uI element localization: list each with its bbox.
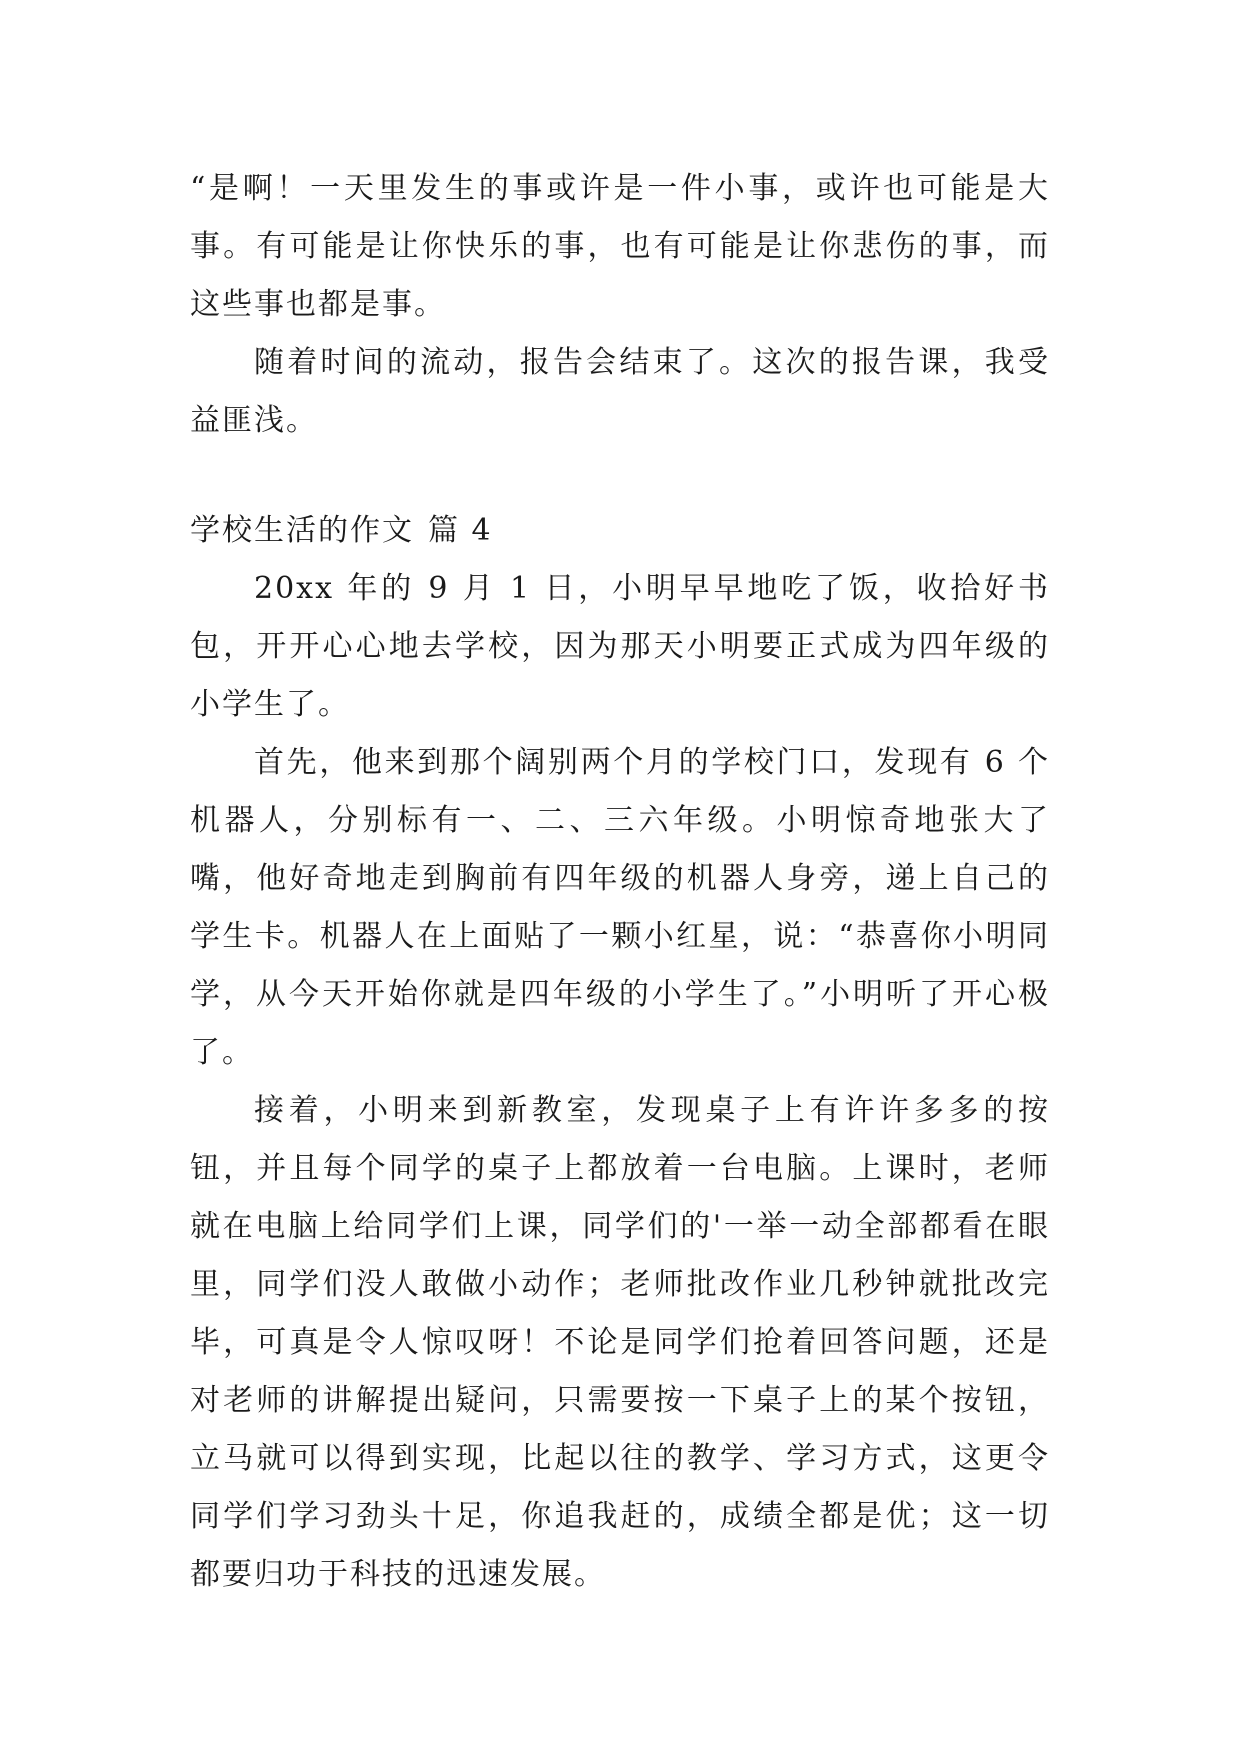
paragraph-classroom: 接着，小明来到新教室，发现桌子上有许许多多的按钮，并且每个同学的桌子上都放着一台电脑。上课时，老师就在电脑上给同学们上课，同学们的'一举一动全部都看在眼里，同学们没人敢做小动作；老师批改作业几秒钟就批改完毕，可真是令人惊叹呀！不论是同学们抢着回答问题，还是对老师的讲解提出疑问，只需要按一下桌子上的某个按钮，立马就可以得到实现，比起以往的教学、学习方式，这更令同学们学习劲头十足，你追我赶的，成绩全都是优；这一切都要归功于科技的迅速发展。 — [190, 1093, 1050, 1592]
paragraph-quote: “是啊！一天里发生的事或许是一件小事，或许也可能是大事。有可能是让你快乐的事，也有可能是让你悲伤的事，而这些事也都是事。 — [190, 171, 1050, 322]
section-heading — [190, 502, 1050, 560]
document-body — [190, 160, 1050, 1604]
paragraph-robots: 首先，他来到那个阔别两个月的学校门口，发现有 6 个机器人，分别标有一、二、三六年级。小明惊奇地张大了嘴，他好奇地走到胸前有四年级的机器人身旁，递上自己的学生卡。机器人在上面贴了一颗小红星，说：“恭喜你小明同学，从今天开始你就是四年级的小学生了。”小明听了开心极了。 — [190, 745, 1050, 1070]
section-heading-label: 篇 4 — [428, 513, 493, 548]
paragraph-report-end: 随着时间的流动，报告会结束了。这次的报告课，我受益匪浅。 — [190, 345, 1050, 438]
paragraph-first-day: 20xx 年的 9 月 1 日，小明早早地吃了饭，收拾好书包，开开心心地去学校，因为那天小明要正式成为四年级的小学生了。 — [190, 571, 1050, 722]
section-heading-title: 学校生活的作文 — [190, 513, 414, 548]
